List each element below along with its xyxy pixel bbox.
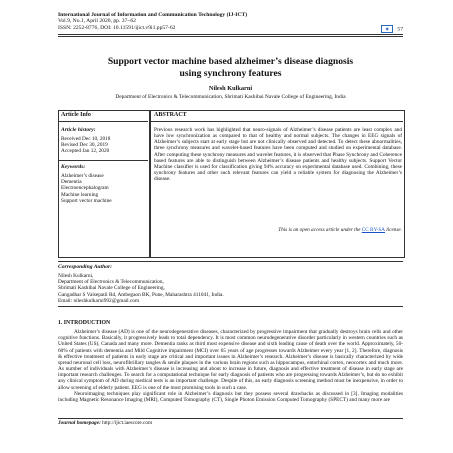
introduction-section bbox=[58, 320, 403, 403]
journal-volume: Vol.9, No.1, April 2020, pp. 37~62 bbox=[58, 18, 136, 25]
introduction-paragraph: Neuroimaging techniques play significant role in Alzheimer’s diagnosis but they possess several drawbacks as discussed in [3]. Imaging modalities including Magnetic Resonance Imaging (MRI), Computed Tomography (CT), Single Photon Emission Computed Tomography (SPECT) and many more are bbox=[58, 390, 403, 403]
abstract-rule bbox=[150, 121, 403, 122]
info-rule bbox=[58, 121, 148, 122]
abstract-text: Previous research work has highlighted that neuro-signals of Alzheimer’s disease patients are least complex and have low synchronization as compared to that of healthy and normal subjects. The changes in EEG signals of Alzheimer’s subjects start at early stage but are not clinically observed and detected. To detect these abnormalities, three synchrony measures and wavelet-based features have been computed and studied on experimental database. After computing these synchrony measures and wavelet features, it is observed that Phase Synchrony and Coherence based features are able to distinguish between Alzheimer’s disease patients and healthy subjects. Support Vector Machine classifier is used for classification giving 94% accuracy on experimental database used. Combining, these synchrony features and other such relevant features can yield a reliable system for diagnosing the Alzheimer’s disease. bbox=[154, 127, 402, 183]
keyword-item: Alzheimer’s disease bbox=[61, 173, 104, 179]
article-info-heading: Article Info bbox=[61, 112, 91, 118]
keyword-item: Dementia bbox=[61, 179, 82, 186]
corresponding-rule-top bbox=[58, 261, 403, 262]
introduction-paragraph: Alzheimer’s disease (AD) is one of the neurodegenerative diseases, characterized by progressive impairment that gradually destroys brain cells and other cognitive functions. Basically, it progressively leads to total dependency. It is most common neurodegenerative disorder particularly in western countries such as United States (US), Canada and many more. Dementia ranks as third most expensive disease and sixth leading cause of death over the world. Approximately, 50-60% of patients with dementia and Mild Cognitive impairment (MCI) over 65 years of age progresses towards Alzheimer every year [1, 2]. Therefore, diagnosis & effective treatment of patients in early stage are critical and important issues in Alzheimer’s research. Alzheimer’s disease is basically characterized by wide spread neuronal cell loss, neurofibrillary tangles & senile plaques in the various brain regions such as hippocampus, entorhinal cortex, neocortex and much more. As number of individuals with Alzheimer’s disease is increasing and about to increase in future, diagnosis and effective treatment of disease in early stage are important research challenges. To search for a computational technique for early diagnosis of patients who are progressing towards Alzheimer’s, but do no exhibit any clinical symptom of AD during medical tests is an important challenge. Despite of this, an early diagnosis screening method must be inexpensive, in order to allow screening of elderly patient. EEG is one of the most promising tools in such a case. bbox=[58, 329, 403, 391]
author-affiliation: Department of Electronics & Telecommunication, Shrimati Kashibai Navale College of Engineering, India bbox=[115, 94, 346, 100]
keyword-item: Machine learning bbox=[61, 191, 99, 198]
footer-url[interactable]: http://ijict.iaescore.com bbox=[102, 420, 153, 426]
license-link[interactable]: CC BY-SA bbox=[361, 227, 385, 233]
header-rule bbox=[58, 34, 403, 35]
page-footer: Journal homepage: http://ijict.iaescore.com bbox=[58, 420, 153, 426]
introduction-heading: 1. INTRODUCTION bbox=[58, 320, 111, 326]
corresponding-rule-bottom bbox=[58, 306, 403, 307]
license-line: This is an open access article under the CC BY-SA license. bbox=[278, 227, 402, 233]
keyword-item: Support vector machine bbox=[61, 197, 112, 204]
footer-rule bbox=[58, 418, 403, 419]
journal-header bbox=[58, 12, 403, 33]
abstract-heading: ABSTRACT bbox=[154, 112, 187, 118]
keywords-list bbox=[61, 173, 146, 204]
journal-logo-icon: ◆ bbox=[381, 25, 393, 33]
corresponding-label: Corresponding Author: bbox=[58, 264, 113, 270]
author-name: Nilesh Kulkarni bbox=[208, 85, 253, 92]
keywords-rule bbox=[58, 160, 148, 161]
paper-title: Support vector machine based alzheimer’s disease diagnosis using synchrony features bbox=[107, 56, 354, 79]
keyword-item: Electroencephalogram bbox=[61, 185, 109, 192]
article-history-label: Article history: bbox=[61, 127, 96, 133]
keywords-label: Keywords: bbox=[61, 164, 86, 170]
journal-issn: ISSN: 2252-8776, DOI: 10.11591/ijict.v9i1.pp57-62 bbox=[58, 24, 176, 31]
header-rule-2 bbox=[58, 36, 403, 37]
page-number: 57 bbox=[397, 26, 403, 33]
journal-name: International Journal of Information and Communication Technology (IJ-ICT) bbox=[58, 12, 248, 18]
corresponding-details: Nilesh Kulkarni, Department of Electronics & Telecommunication, Shrimati Kashibai Navale College of Engineering, Gangadhar S Valsepatil Rd, Ambegaon BK, Pune, Maharashtra 411041, India. Email: nileshkulkarni992@gmail.com bbox=[58, 273, 403, 304]
author-email: Email: nileshkulkarni992@gmail.com bbox=[58, 297, 140, 304]
footer-label: Journal homepage bbox=[58, 420, 100, 426]
article-history: Received Dec 10, 2018 Revised Dec 30, 2019 Accepted Jan 12, 2020 bbox=[61, 136, 111, 155]
